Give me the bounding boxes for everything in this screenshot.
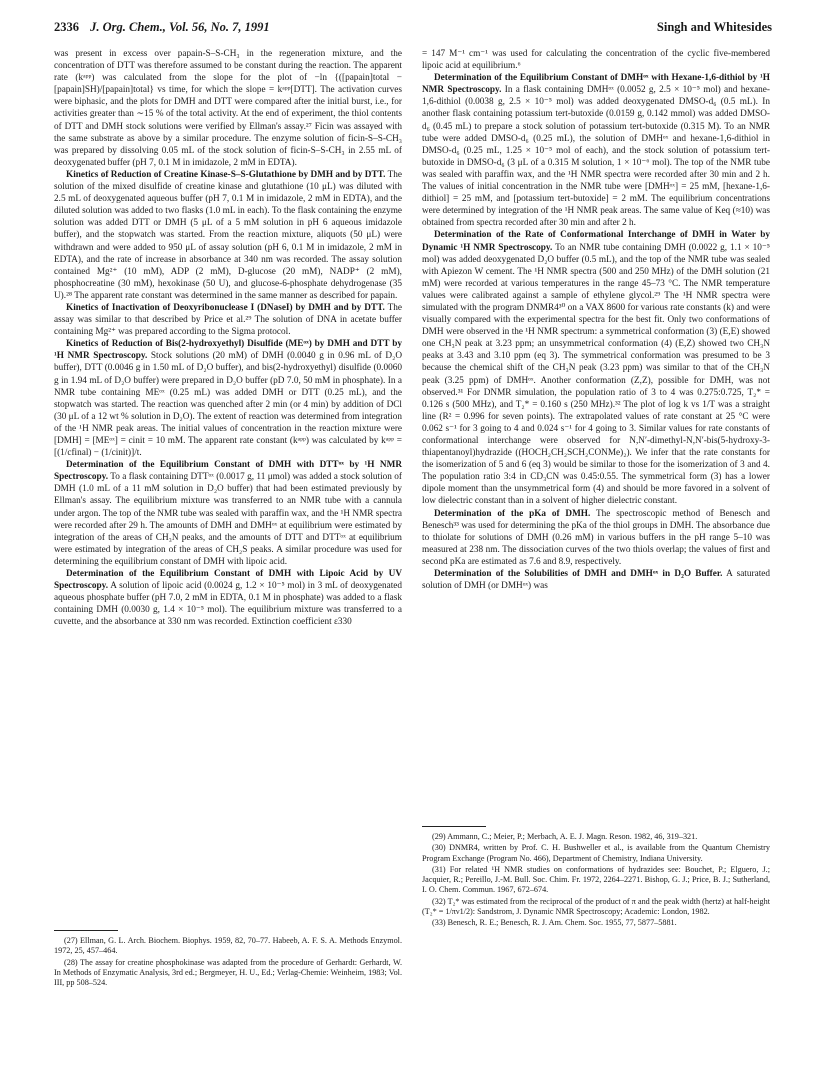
paragraph — [422, 568, 770, 592]
paragraph-text: The solution of the mixed disulfide of creatine kinase and glutathione (10 μL) was diluted with 2.5 mL of deoxygenated aqueous buffer (pH 7, 0.1 M in imidazole, 2 mM in EDTA), and the diluted solution was added to two flasks (1.0 mL in each). To the flask containing the enzyme solution was added DTT or DMH (5 μL of a 5 mM solution in pH 6 aqueous imidazole buffer), and the stopwatch was started. From the reaction mixture, aliquots (50 μL) were withdrawn and were added to 950 μL of assay solution (pH 6, 0.1 M in imidazole, 2 mM in EDTA), and the rate of increase in absorbance at 340 nm was recorded. The assay solution contained Mg²⁺ (10 mM), ADP (2 mM), D-glucose (20 mM), NADP⁺ (2 mM), phosphocreatine (30 mM), hexokinase (50 U), and glucose-6-phosphate dehydrogenase (35 U).²⁸ The apparent rate constant was determined in the same manner as described for papain. — [54, 169, 403, 301]
paragraph — [422, 229, 770, 507]
run-in-heading: Determination of the Equilibrium Constant of DMH with Lipoic Acid by UV Spectroscopy. — [54, 569, 402, 592]
paragraph — [54, 48, 402, 169]
footnote-divider — [54, 930, 118, 931]
left-column — [54, 48, 402, 629]
paragraph — [54, 338, 402, 459]
paragraph-text: A solution of lipoic acid (0.0024 g, 1.2 × 10⁻⁵ mol) in 3 mL of deoxygenated aqueous phosphate buffer (pH 7.0, 2 mM in EDTA, 0.1 M in phosphate) was added to a flask containing DMH (0.0030 g, 1.4 × 10⁻⁵ mol). The equilibrium mixture was transferred to a cuvette, and the absorbance at 330 nm was recorded. Extinction coefficient ε330 — [54, 581, 402, 628]
paragraph-text: Stock solutions (20 mM) of DMH (0.0040 g in 0.96 mL of D₂O buffer), DTT (0.0046 g in 1.50 mL of D₂O buffer), and bis(2-hydroxyethyl) disulfide (0.0060 g in 1.94 mL of D₂O buffer) were prepared in D₂O buffer (pD 7.0, 50 mM in phosphate). In a NMR tube containing MEᵒˣ (0.25 mL) was added DMH or DTT (0.25 mL), and the stopwatch was started. The reaction was quenched after 2 min (or 4 min) by addition of DCl (30 μL of a 12 wt % solution in D₂O). The extent of reaction was determined from integration of the ¹H NMR peak areas. The initial values of concentration in the reaction mixture were [DMH] = [MEᵒˣ] = cinit = 10 mM. The apparent rate constant (kᵃᵖᵖ) was calculated by kᵃᵖᵖ = [(1/cfinal) − (1/cinit)]/t. — [54, 351, 403, 459]
footnote: (29) Ammann, C.; Meier, P.; Merbach, A. E. J. Magn. Reson. 1982, 46, 319–321. — [432, 832, 698, 841]
footnote: (33) Benesch, R. E.; Benesch, R. J. Am. Chem. Soc. 1955, 77, 5877–5881. — [432, 918, 677, 928]
running-authors: Singh and Whitesides — [656, 20, 772, 34]
paragraph-text: A saturated solution of DMH (or DMHᵒˣ) was — [422, 569, 770, 592]
journal-citation: J. Org. Chem., Vol. 56, No. 7, 1991 — [90, 20, 270, 34]
run-in-heading: Determination of the pKa of DMH. — [434, 508, 591, 519]
footnote: (32) T₂* was estimated from the reciprocal of the product of π and the peak width (hertz) at half-height (T₂* = 1/πν1/2): Sandstrom, J. Dynamic NMR Spectroscopy; Academic: London, 1982. — [422, 896, 770, 917]
paragraph — [422, 48, 770, 72]
run-in-heading: Determination of the Rate of Conformational Interchange of DMH in Water by Dynamic ¹H NMR Spectroscopy. — [422, 230, 770, 253]
footnotes-right — [422, 826, 770, 930]
run-in-heading: Kinetics of Inactivation of Deoxyribonuclease I (DNaseI) by DMH and by DTT. — [66, 302, 385, 313]
footnote-divider — [422, 826, 486, 827]
footnote: (31) For related ¹H NMR studies on conformations of hydrazides see: Bouchet, P.; Elguero, J.; Jacquier, R.; Pereillo, J.-M. Bull. Soc. Chim. Fr. 1972, 2264–2271. Bishop, G. J.; Price, B. J.; Sutherland, I. O. Chem. Commun. 1967, 672–674. — [422, 864, 770, 895]
paragraph-text: To an NMR tube containing DMH (0.0022 g, 1.1 × 10⁻⁵ mol) was added deoxygenated D₂O buffer (0.5 mL), and the top of the NMR tube was sealed with Apiezon W cement. The ¹H NMR spectra (500 and 250 MHz) of the DMH solution (21 mM) were recorded at various temperatures in the range 45–73 °C. The NMR temperature values were calibrated against a sample of ethylene glycol.²⁹ The ¹H NMR spectra were simulated with the program DNMR4³⁰ on a VAX 8600 for various rate constants (k) and were visually compared with the experimental spectra for the best fit. Only two conformations of DMH were observed in the ¹H NMR spectrum: a symmetrical conformation (3) (E,E) showed one CH₃N peak at 3.23 ppm; an unsymmetrical conformation (4) (E,Z) showed two CH₃N peaks at 3.43 and 3.10 ppm (eq 3). The symmetrical conformation was presumed to be 3 because the chemical shift of the CH₃N peak (3.23 ppm) was similar to that of the CH₃N peak (3.25 ppm) of DMHᵒˣ. Another conformation (Z,Z), possible for DMH, was not observed.³¹ For DNMR simulation, the population ratio of 3 to 4 was 0.275:0.725, T₂* = 0.126 s (500 MHz), and T₂* = 0.160 s (250 MHz).³² The plot of log k vs 1/T was a straight line (R² = 0.996 for seven points). The extrapolated values of rate constant at 25 °C were 0.062 s⁻¹ for 3 going to 4 and 0.024 s⁻¹ for 4 going to 3. Similar values for rate constants of conformational interchange were observed for N,N′-dimethyl-N,N′-bis(5-hydroxy-3-thiapentanoyl)hydrazide ((HOCH₂CH₂SCH₂CONMe)₂). We infer that the rate constants for the isomerization of 5 and 6 (eq 3) would be similar to those for the isomerization of 3 and 4. The population ratio 3:4 in CD₃CN was 0.45:0.55. The symmetrical form (3) has a lower dipole moment than the unsymmetrical form (4) and should be more favored in a solvent of low dielectric constant than in a solvent of higher dielectric constant. — [422, 242, 771, 507]
paragraph-text: The assay was similar to that described by Price et al.²⁹ The solution of DNA in acetate buffer containing Mg²⁺ was prepared according to the Sigma protocol. — [54, 302, 403, 338]
paragraph — [54, 568, 402, 628]
paragraph-text: = 147 M⁻¹ cm⁻¹ was used for calculating the concentration of the cyclic five-membered lipoic acid at equilibrium.⁶ — [422, 49, 770, 72]
footnote: (30) DNMR4, written by Prof. C. H. Bushweller et al., is available from the Quantum Chemistry Program Exchange (Program No. 466), Department of Chemistry, Indiana University. — [422, 843, 770, 863]
paragraph-text: To a flask containing DTTᵒˣ (0.0017 g, 11 μmol) was added a stock solution of DMH (1.0 mL of a 11 mM solution in D₂O buffer) that had been estimated previously by Ellman's assay. The equilibrium mixture was transferred to an NMR tube with a cannula under argon. The top of the NMR tube was sealed with paraffin wax, and the ¹H NMR spectra were recorded after 29 h. The amounts of DMH and DMHᵒˣ at equilibrium were estimated by integration of the areas of CH₃N peaks, and the amounts of DTT and DTTᵒˣ at equilibrium were estimated by integration of the areas of CH₂S peaks. A similar procedure was used for determining the equilibrium constant of DMH with lipoic acid. — [54, 472, 402, 567]
page-number: 2336 — [54, 20, 79, 34]
page-header — [54, 20, 772, 42]
paragraph-text: The spectroscopic method of Benesch and Benesch³³ was used for determining the pKa of the thiol groups in DMH. The absorbance due to thiolate for solutions of DMH (0.26 mM) in various buffers in the pH range 5–10 was measured at 238 nm. The dissociation curves of the two thiols overlap; the values of first and second pKa are estimated as 7.6 and 8.9, respectively. — [422, 508, 771, 567]
footnote: (27) Ellman, G. L. Arch. Biochem. Biophys. 1959, 82, 70–77. Habeeb, A. F. S. A. Methods Enzymol. 1972, 25, 457–464. — [54, 936, 402, 956]
paragraph — [422, 508, 770, 568]
run-in-heading: Determination of the Solubilities of DMH and DMHᵒˣ in D₂O Buffer. — [434, 569, 723, 580]
paragraph — [422, 72, 770, 229]
paragraph — [54, 302, 402, 338]
run-in-heading: Determination of the Equilibrium Constant of DMH with DTTᵒˣ by ¹H NMR Spectroscopy. — [54, 460, 402, 483]
paragraph — [54, 169, 402, 302]
paragraph — [54, 459, 402, 568]
paragraph-text: was present in excess over papain-S–S-CH₃ in the regeneration mixture, and the concentration of DTT was therefore assumed to be constant during the reaction. The apparent rate (kᵃᵖᵖ) was calculated from the slope for the plot of −ln {([papain]total − [papain]SH)/[papain]total} vs time, for which the slope = kᵃᵖᵖ[DTT]. The activation curves were biphasic, and the plots for DMH and DTT were compared after the initial burst, i.e., for activities greater than ∼15 % of the total activity. At the end of experiment, the thiol contents of DTT and DMH stock solutions were verified by Ellman's assay.²⁷ Ficin was assayed with the same substrate as above by a similar procedure. The enzyme solution of ficin-S–S-CH₃ was prepared by dissolving 0.05 mL of the stock solution of ficin-S–S-CH₃ in 2.55 mL of deoxygenated buffer (pH 7, 0.1 M in imidazole, 2 mM in EDTA). — [54, 49, 402, 168]
footnote: (28) The assay for creatine phosphokinase was adapted from the procedure of Gerhardt: Gerhardt, W. In Methods of Enzymatic Analysis, 3rd ed.; Bergmeyer, H. U., Ed.; Verlag-Chemie: Weinheim, 1983; Vol. III, pp 508–524. — [54, 957, 402, 988]
run-in-heading: Determination of the Equilibrium Constant of DMHᵒˣ with Hexane-1,6-dithiol by ¹H NMR Spectroscopy. — [422, 73, 770, 96]
run-in-heading: Kinetics of Reduction of Bis(2-hydroxyethyl) Disulfide (MEᵒˣ) by DMH and DTT by ¹H NMR Spectroscopy. — [54, 339, 402, 362]
paragraph-text: In a flask containing DMHᵒˣ (0.0052 g, 2.5 × 10⁻⁵ mol) and hexane-1,6-dithiol (0.0038 g, 2.5 × 10⁻⁵ mol) was added deoxygenated DMSO-d₆ (0.5 mL). In another flask containing potassium tert-butoxide (0.0159 g, 0.142 mmol) was added DMSO-d₆ (0.45 mL) to prepare a stock solution of potassium tert-butoxide (0.315 M). To an NMR tube were added DMSO-d₆ (0.25 mL), the solution of DMHᵒˣ and hexane-1,6-dithiol in DMSO-d₆ (0.25 mL, 1.25 × 10⁻⁵ mol of each), and the stock solution of potassium tert-butoxide in DMSO-d₆ (3 μL of a 0.315 M solution, 1 × 10⁻⁶ mol). The top of the NMR tube was sealed with paraffin wax, and the ¹H NMR spectra were recorded after 30 min and 2 h. The values of initial concentration in the NMR tube were [DMHᵒˣ] = 25 mM, [hexane-1,6-dithiol] = 25 mM, and [potassium tert-butoxide] = 2 mM. The equilibrium concentrations were determined by integration of the ¹H NMR peak areas. The same value of Keq (≈10) was obtained from spectra recorded after 30 min and after 2 h. — [422, 85, 770, 229]
footnotes-left — [54, 930, 402, 989]
right-column — [422, 48, 770, 592]
run-in-heading: Kinetics of Reduction of Creatine Kinase-S–S-Glutathione by DMH and by DTT. — [66, 169, 386, 180]
